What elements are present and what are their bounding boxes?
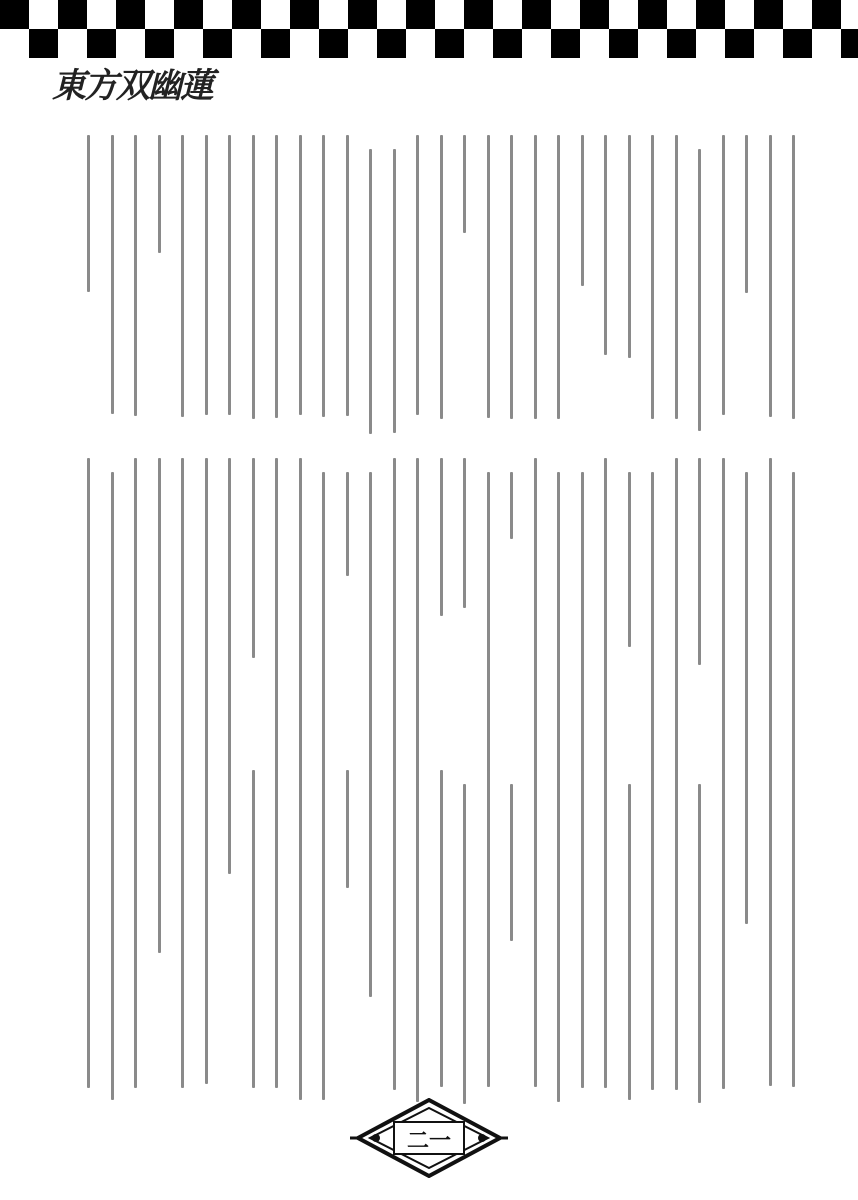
text-column xyxy=(487,770,490,1087)
text-column xyxy=(722,135,725,415)
text-column xyxy=(369,770,372,997)
text-column xyxy=(651,770,654,1090)
text-column xyxy=(745,770,748,924)
text-column xyxy=(393,149,396,433)
border-square xyxy=(580,0,609,29)
text-column xyxy=(628,472,631,647)
border-square xyxy=(464,0,493,29)
text-column xyxy=(722,458,725,793)
text-column xyxy=(581,472,584,805)
border-square xyxy=(522,0,551,29)
text-column xyxy=(440,770,443,1087)
text-column xyxy=(510,784,513,941)
border-square xyxy=(116,0,145,29)
border-square xyxy=(0,0,29,29)
border-square xyxy=(87,29,116,58)
page-number-ornament xyxy=(350,1098,508,1178)
text-column xyxy=(87,770,90,1088)
text-column xyxy=(604,770,607,1088)
text-column xyxy=(369,472,372,802)
text-column xyxy=(698,149,701,431)
text-column xyxy=(205,770,208,1084)
text-column xyxy=(322,472,325,803)
border-square xyxy=(696,0,725,29)
text-column xyxy=(581,135,584,286)
border-square xyxy=(841,29,858,58)
text-tier-top xyxy=(72,135,800,420)
text-column xyxy=(722,770,725,1089)
border-square xyxy=(348,0,377,29)
text-column xyxy=(87,135,90,292)
text-column xyxy=(463,458,466,608)
text-column xyxy=(228,784,231,874)
text-column xyxy=(745,135,748,293)
border-square xyxy=(232,0,261,29)
title-logo: 東方双幽蓮 xyxy=(52,66,212,106)
text-tier-middle xyxy=(72,458,800,793)
border-square xyxy=(145,29,174,58)
text-column xyxy=(628,135,631,358)
text-column xyxy=(604,458,607,792)
border-square xyxy=(377,29,406,58)
border-square xyxy=(203,29,232,58)
text-column xyxy=(205,135,208,415)
text-column xyxy=(181,458,184,789)
border-square xyxy=(609,29,638,58)
text-column xyxy=(698,458,701,665)
border-square xyxy=(667,29,696,58)
border-square xyxy=(783,29,812,58)
text-column xyxy=(557,472,560,805)
text-column xyxy=(745,472,748,802)
text-column xyxy=(487,472,490,805)
border-square xyxy=(290,0,319,29)
text-column xyxy=(792,135,795,419)
text-column xyxy=(299,784,302,1100)
text-column xyxy=(158,135,161,253)
border-square xyxy=(29,29,58,58)
text-column xyxy=(416,458,419,787)
text-column xyxy=(534,135,537,419)
border-square xyxy=(174,0,203,29)
text-column xyxy=(675,770,678,1090)
border-square xyxy=(638,0,667,29)
text-column xyxy=(369,149,372,434)
border-square xyxy=(319,29,348,58)
text-column xyxy=(275,135,278,418)
text-column xyxy=(769,458,772,789)
text-column xyxy=(440,458,443,616)
text-column xyxy=(534,458,537,788)
text-column xyxy=(181,770,184,1088)
border-square xyxy=(725,29,754,58)
text-column xyxy=(581,770,584,1088)
text-column xyxy=(393,770,396,1090)
text-column xyxy=(346,472,349,576)
text-column xyxy=(275,458,278,790)
text-column xyxy=(346,770,349,888)
text-column xyxy=(440,135,443,419)
text-column xyxy=(111,135,114,414)
text-column xyxy=(675,458,678,792)
text-column xyxy=(111,784,114,1100)
border-square xyxy=(551,29,580,58)
text-column xyxy=(134,135,137,416)
text-column xyxy=(322,135,325,417)
text-column xyxy=(87,458,90,791)
text-column xyxy=(346,135,349,416)
text-tier-bottom xyxy=(72,770,800,1090)
text-column xyxy=(769,770,772,1086)
text-column xyxy=(487,135,490,418)
text-column xyxy=(393,458,396,791)
text-column xyxy=(228,135,231,415)
text-column xyxy=(205,458,208,788)
border-square xyxy=(406,0,435,29)
text-column xyxy=(769,135,772,417)
border-square xyxy=(754,0,783,29)
border-square xyxy=(261,29,290,58)
text-column xyxy=(534,770,537,1087)
text-column xyxy=(510,135,513,419)
checkered-border xyxy=(0,0,858,58)
text-column xyxy=(299,135,302,415)
text-column xyxy=(275,770,278,1088)
text-column xyxy=(111,472,114,801)
text-column xyxy=(181,135,184,417)
text-column xyxy=(792,472,795,801)
text-column xyxy=(628,784,631,1100)
border-square xyxy=(58,0,87,29)
text-column xyxy=(134,458,137,788)
text-column xyxy=(463,784,466,1104)
text-column xyxy=(651,472,654,807)
text-column xyxy=(698,784,701,1103)
text-column xyxy=(463,135,466,233)
page-number: 二一 xyxy=(406,1128,451,1154)
text-column xyxy=(158,458,161,790)
text-column xyxy=(416,784,419,1102)
text-column xyxy=(792,770,795,1087)
text-column xyxy=(134,770,137,1088)
border-square xyxy=(812,0,841,29)
border-square xyxy=(493,29,522,58)
text-column xyxy=(557,135,560,419)
text-column xyxy=(651,135,654,419)
text-column xyxy=(510,472,513,539)
text-column xyxy=(252,458,255,658)
text-column xyxy=(228,458,231,789)
text-column xyxy=(252,135,255,419)
border-square xyxy=(435,29,464,58)
text-column xyxy=(557,784,560,1102)
text-column xyxy=(158,770,161,953)
text-column xyxy=(299,458,302,790)
text-column xyxy=(675,135,678,419)
text-column xyxy=(416,135,419,415)
text-column xyxy=(604,135,607,355)
text-column xyxy=(252,770,255,1088)
text-column xyxy=(322,784,325,1100)
